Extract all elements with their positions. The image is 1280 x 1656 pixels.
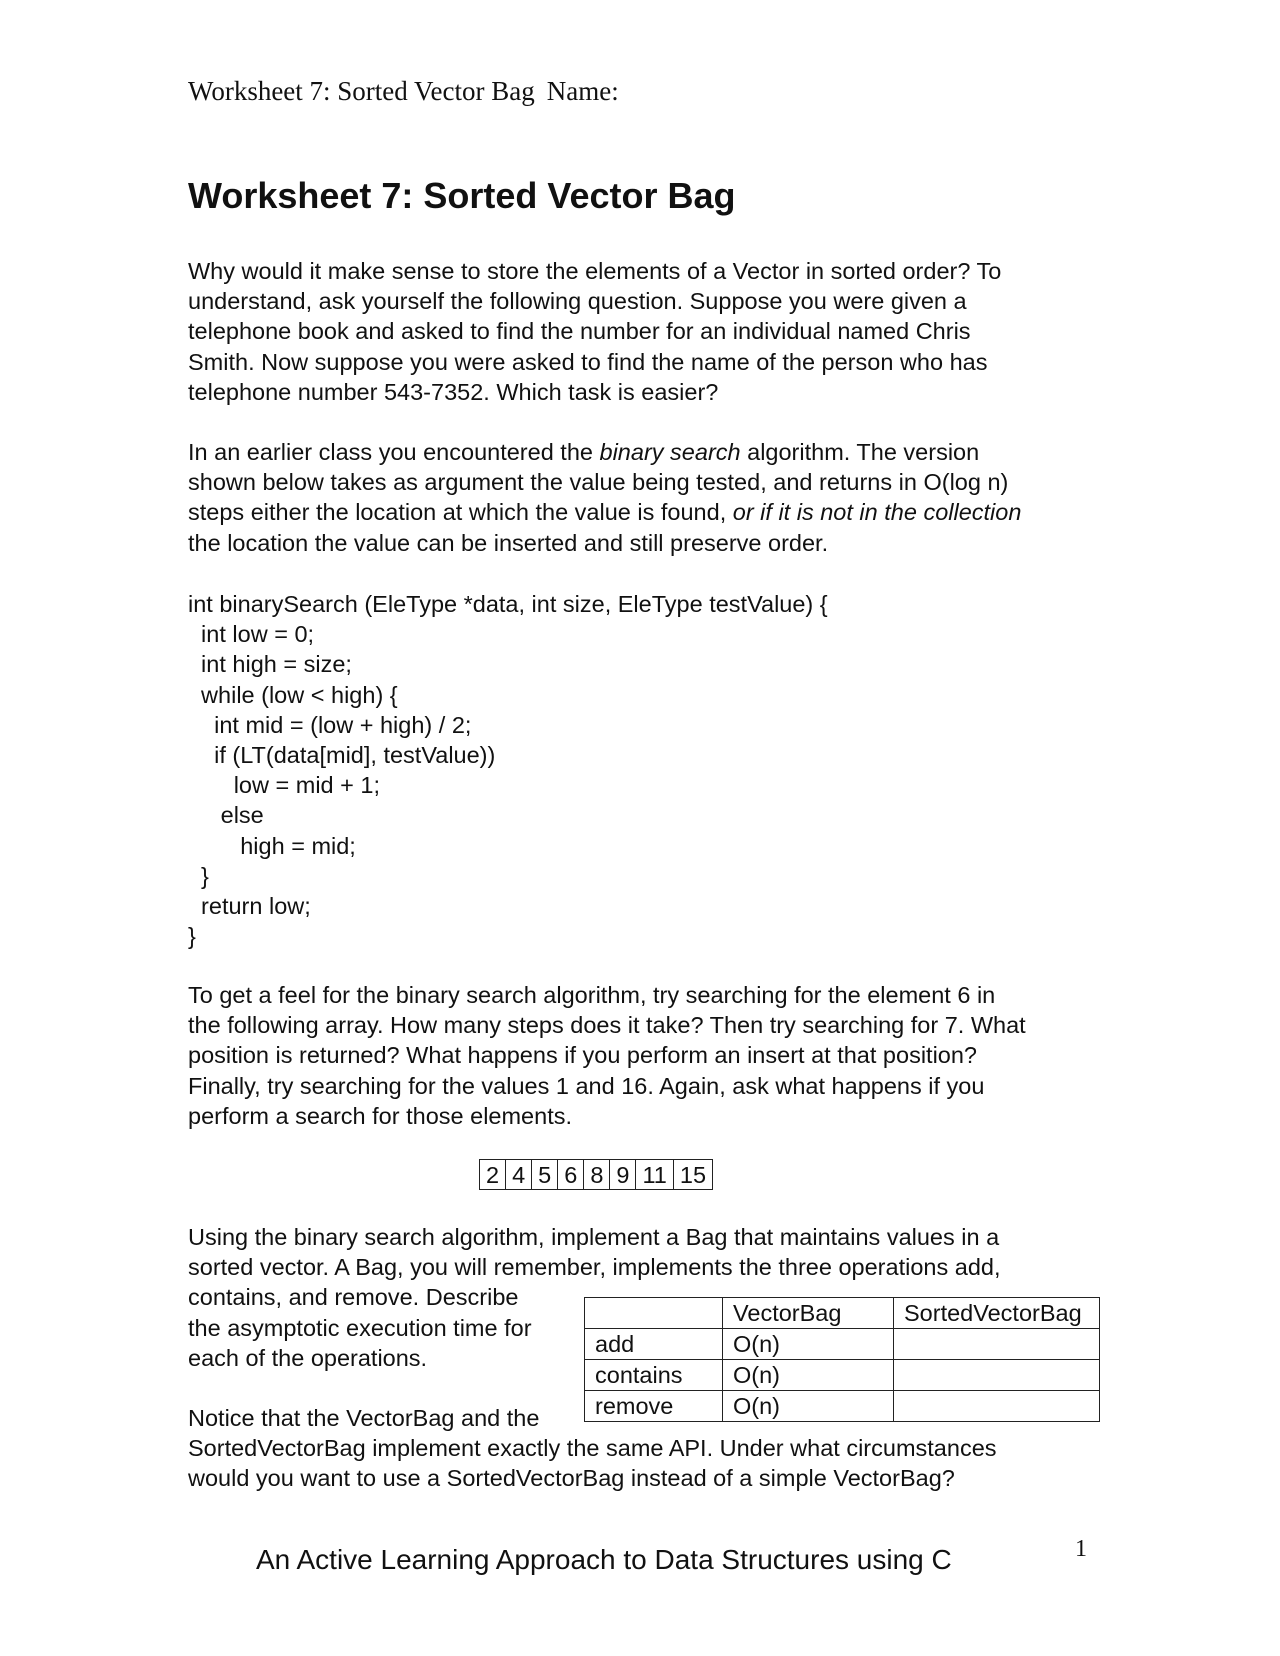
array-cell: 6 <box>558 1160 584 1190</box>
vectorbag-cell: O(n) <box>723 1329 894 1360</box>
complexity-header-row <box>585 1298 1100 1329</box>
code-line: return low; <box>188 893 311 920</box>
array-cell: 5 <box>532 1160 558 1190</box>
binary-search-paragraph <box>188 437 1088 558</box>
vectorbag-cell: O(n) <box>723 1391 894 1422</box>
complexity-header-cell: VectorBag <box>723 1298 894 1329</box>
running-header <box>188 76 619 107</box>
code-line: low = mid + 1; <box>188 772 380 799</box>
intro-line: Why would it make sense to store the elements of a Vector in sorted order? To <box>188 258 1002 284</box>
notice-paragraph <box>188 1403 1088 1494</box>
sortedvectorbag-cell <box>894 1329 1100 1360</box>
sorted-array <box>479 1159 713 1190</box>
binary-search-term: binary search <box>599 439 741 465</box>
code-line: else <box>188 802 264 829</box>
code-line: if (LT(data[mid], testValue)) <box>188 742 496 769</box>
impl-line: sorted vector. A Bag, you will remember, implements the three operations add, <box>188 1254 1001 1281</box>
exercise-line: To get a feel for the binary search algorithm, try searching for the element 6 in <box>188 982 996 1008</box>
intro-line: Smith. Now suppose you were asked to find the name of the person who has <box>188 348 988 375</box>
code-listing <box>188 589 828 951</box>
exercise-paragraph <box>188 980 1088 1131</box>
intro-paragraph <box>188 256 1088 407</box>
array-cell: 9 <box>610 1160 636 1190</box>
operation-cell: add <box>585 1329 723 1360</box>
table-row <box>585 1329 1100 1360</box>
table-row <box>585 1360 1100 1391</box>
operation-cell: contains <box>585 1360 723 1391</box>
impl-line: the asymptotic execution time for <box>188 1314 532 1341</box>
array-cell: 8 <box>584 1160 610 1190</box>
binary-line-3 <box>188 497 1088 527</box>
array-cell: 4 <box>506 1160 532 1190</box>
impl-line: contains, and remove. Describe <box>188 1284 519 1311</box>
binary-line-4: the location the value can be inserted and still preserve order. <box>188 529 829 556</box>
running-header-title: Worksheet 7: Sorted Vector Bag <box>188 76 535 106</box>
binary-line-1 <box>188 437 1088 467</box>
array-cell: 15 <box>673 1160 712 1190</box>
binary-line-3-emphasis: or if it is not in the collection <box>732 499 1022 526</box>
impl-line: each of the operations. <box>188 1344 428 1371</box>
page-number: 1 <box>1075 1536 1087 1562</box>
exercise-line: Finally, try searching for the values 1 and 16. Again, ask what happens if you <box>188 1072 985 1099</box>
complexity-header-cell: SortedVectorBag <box>894 1298 1100 1329</box>
binary-line-1-pre: In an earlier class you encountered the <box>188 439 600 465</box>
code-line: high = mid; <box>188 832 356 859</box>
code-line: } <box>188 923 196 950</box>
notice-line: would you want to use a SortedVectorBag instead of a simple VectorBag? <box>188 1465 955 1492</box>
intro-line: understand, ask yourself the following question. Suppose you were given a <box>188 288 967 315</box>
vectorbag-cell: O(n) <box>723 1360 894 1391</box>
binary-line-3-pre: steps either the location at which the value is found, <box>188 499 733 526</box>
code-line: int low = 0; <box>188 621 315 648</box>
page-title: Worksheet 7: Sorted Vector Bag <box>188 175 736 216</box>
binary-line-1-post: algorithm. The version <box>740 439 980 465</box>
notice-line: SortedVectorBag implement exactly the same API. Under what circumstances <box>188 1435 997 1462</box>
complexity-header-cell <box>585 1298 723 1329</box>
intro-line: telephone book and asked to find the number for an individual named Chris <box>188 318 971 345</box>
array-row <box>480 1160 713 1190</box>
exercise-line: perform a search for those elements. <box>188 1102 573 1129</box>
binary-line-2: shown below takes as argument the value being tested, and returns in O(log n) <box>188 469 1009 496</box>
code-line: while (low < high) { <box>188 681 398 708</box>
footer-text: An Active Learning Approach to Data Structures using C <box>256 1544 952 1575</box>
exercise-line: position is returned? What happens if you perform an insert at that position? <box>188 1042 978 1069</box>
code-line: int binarySearch (EleType *data, int size, EleType testValue) { <box>188 591 828 617</box>
operation-cell: remove <box>585 1391 723 1422</box>
intro-line: telephone number 543-7352. Which task is easier? <box>188 378 719 405</box>
sortedvectorbag-cell <box>894 1360 1100 1391</box>
exercise-line: the following array. How many steps does it take? Then try searching for 7. What <box>188 1012 1026 1039</box>
array-cell: 11 <box>636 1160 673 1190</box>
code-line: } <box>188 862 209 889</box>
impl-line: Using the binary search algorithm, implement a Bag that maintains values in a <box>188 1224 1000 1250</box>
notice-line: Notice that the VectorBag and the <box>188 1405 540 1431</box>
code-line: int high = size; <box>188 651 352 678</box>
array-cell: 2 <box>480 1160 506 1190</box>
running-header-name-label: Name: <box>546 76 619 106</box>
code-line: int mid = (low + high) / 2; <box>188 711 472 738</box>
